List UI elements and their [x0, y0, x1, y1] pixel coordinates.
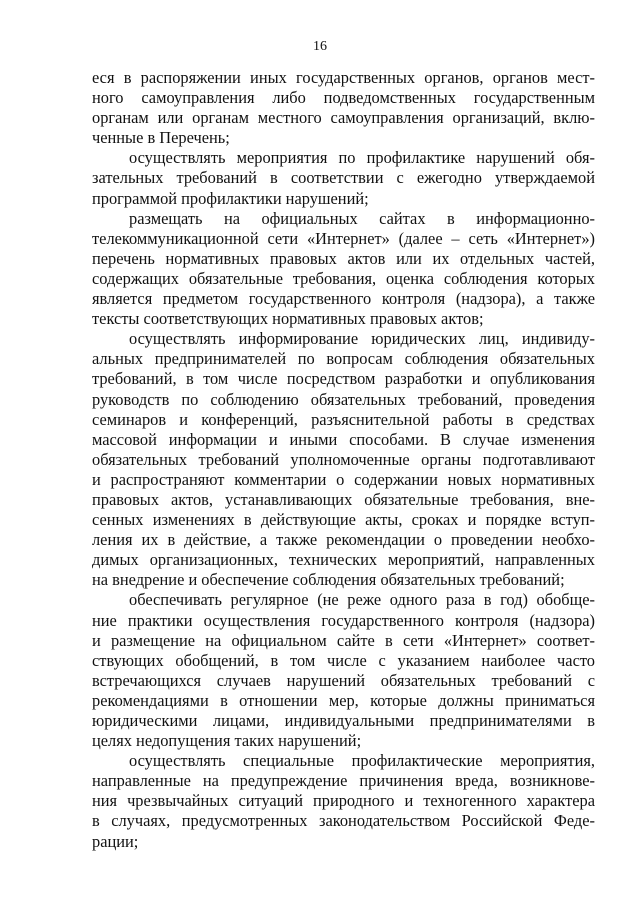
text-line: ления их в действие, а также рекомендации о проведении необхо-	[92, 530, 595, 550]
text-line: обеспечивать регулярное (не реже одного раза в год) обобще-	[129, 590, 595, 610]
text-line: димых организационных, технических мероприятий, направленных	[92, 550, 595, 570]
paragraph	[92, 68, 595, 148]
text-line: является предметом государственного контроля (надзора), а также	[92, 289, 595, 309]
paragraph	[92, 148, 595, 208]
text-line: и распространяют комментарии о содержании новых нормативных	[92, 469, 595, 489]
text-line: массовой информации и иными способами. В случае изменения	[92, 429, 595, 449]
text-line: осуществлять мероприятия по профилактике нарушений обя-	[129, 148, 595, 168]
text-line: перечень нормативных правовых актов или их отдельных частей,	[92, 248, 595, 268]
text-line: сенных изменениях в действующие акты, сроках и порядке вступ-	[92, 510, 595, 530]
text-line: размещать на официальных сайтах в информационно-	[129, 208, 595, 228]
text-line: содержащих обязательные требования, оценка соблюдения которых	[92, 268, 595, 288]
text-line: встречающихся случаев нарушений обязательных требований с	[92, 670, 595, 690]
text-line: правовых актов, устанавливающих обязательные требования, вне-	[92, 489, 595, 509]
text-line: рации;	[92, 831, 139, 851]
text-line: требований, в том числе посредством разработки и опубликования	[92, 369, 595, 389]
paragraph	[92, 329, 595, 590]
text-line: осуществлять специальные профилактические мероприятия,	[129, 751, 595, 771]
text-line: ного самоуправления либо подведомственных государственным	[92, 88, 595, 108]
text-line: в случаях, предусмотренных законодательством Российской Феде-	[92, 811, 595, 831]
text-line: зательных требований в соответствии с ежегодно утверждаемой	[92, 168, 595, 188]
paragraph	[92, 751, 595, 851]
text-line: альных предпринимателей по вопросам соблюдения обязательных	[92, 349, 595, 369]
text-line: органам или органам местного самоуправления организаций, вклю-	[92, 108, 595, 128]
text-line: и размещение на официальном сайте в сети «Интернет» соответ-	[92, 630, 595, 650]
text-line: программой профилактики нарушений;	[92, 188, 369, 208]
text-line: ния чрезвычайных ситуаций природного и техногенного характера	[92, 791, 595, 811]
text-line: тексты соответствующих нормативных правовых актов;	[92, 309, 484, 329]
text-line: ствующих обобщений, в том числе с указанием наиболее часто	[92, 650, 595, 670]
text-line: обязательных требований уполномоченные органы подготавливают	[92, 449, 595, 469]
page-number: 16	[313, 39, 327, 54]
text-line: направленные на предупреждение причинения вреда, возникнове-	[92, 771, 595, 791]
text-line: на внедрение и обеспечение соблюдения обязательных требований;	[92, 570, 565, 590]
document-body	[92, 68, 595, 852]
text-line: руководств по соблюдению обязательных требований, проведения	[92, 389, 595, 409]
text-line: ченные в Перечень;	[92, 128, 230, 148]
text-line: осуществлять информирование юридических лиц, индивиду-	[129, 329, 595, 349]
text-line: юридическими лицами, индивидуальными предпринимателями в	[92, 711, 595, 730]
text-line: рекомендациями в отношении мер, которые должны приниматься	[92, 690, 595, 710]
paragraph	[92, 590, 595, 751]
text-line: еся в распоряжении иных государственных органов, органов мест-	[92, 68, 595, 87]
text-line: целях недопущения таких нарушений;	[92, 731, 362, 751]
text-line: ние практики осуществления государственного контроля (надзора)	[92, 610, 595, 630]
text-line: телекоммуникационной сети «Интернет» (далее – сеть «Интернет»)	[92, 228, 595, 248]
text-line: семинаров и конференций, разъяснительной работы в средствах	[92, 409, 595, 429]
paragraph	[92, 209, 595, 330]
